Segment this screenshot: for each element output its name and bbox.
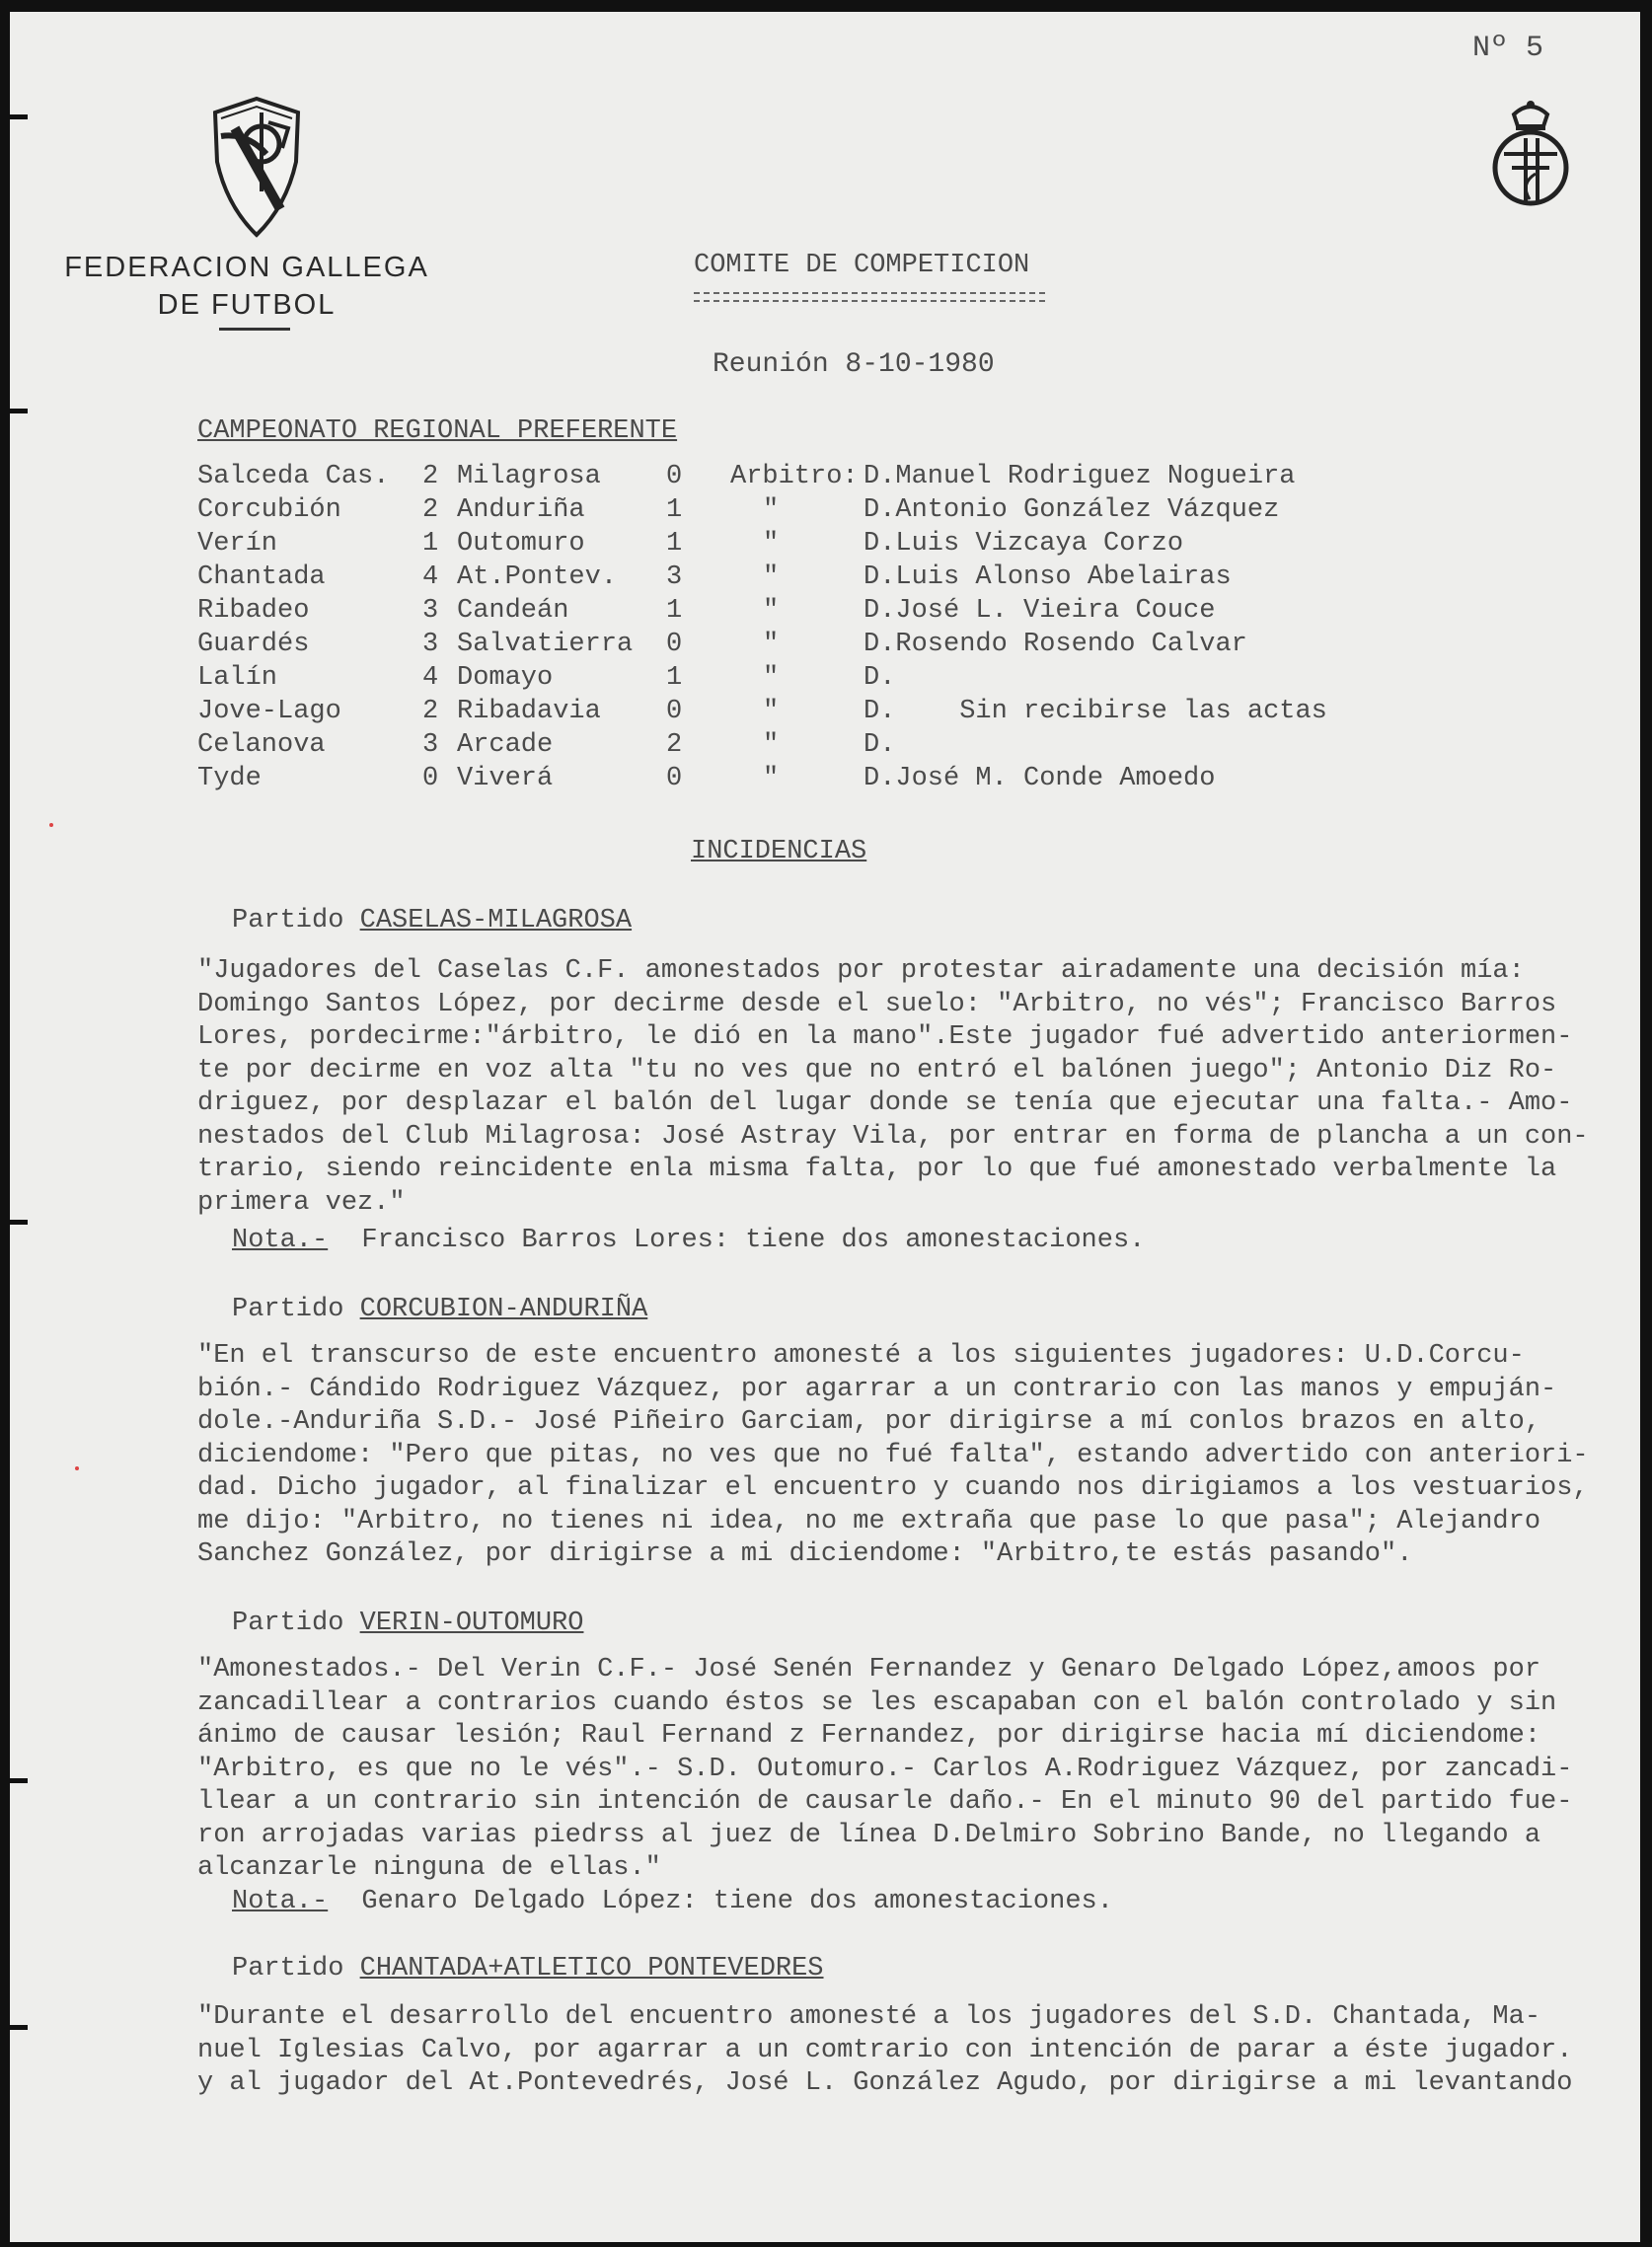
ink-speck <box>75 1466 79 1470</box>
committee-title: COMITE DE COMPETICION <box>694 251 1030 280</box>
report-line: nuel Iglesias Calvo, por agarrar a un comtrario con intención de parar a éste jugador. <box>197 2035 1573 2065</box>
home-team: Lalín <box>197 663 278 693</box>
away-team: Anduriña <box>457 495 585 525</box>
match-report <box>197 955 1638 1220</box>
home-score: 1 <box>422 529 439 559</box>
home-team: Guardés <box>197 630 310 659</box>
away-team: Outomuro <box>457 529 585 559</box>
referee-name: D.Antonio González Vázquez <box>864 495 1280 525</box>
match-heading <box>232 1954 824 1984</box>
home-team: Celanova <box>197 730 326 760</box>
home-score: 4 <box>422 663 439 693</box>
match-heading <box>232 906 632 936</box>
home-score: 3 <box>422 596 439 626</box>
federation-name <box>59 249 434 324</box>
match-label: Partido <box>232 1295 344 1324</box>
note-text: Genaro Delgado López: tiene dos amonestaciones. <box>361 1887 1113 1916</box>
home-score: 2 <box>422 462 439 491</box>
federation-rule <box>219 328 290 331</box>
report-line: te por decirme en voz alta "tu no ves que no entró el balónen juego"; Antonio Diz Ro- <box>197 1055 1557 1086</box>
report-line: me dijo: "Arbitro, no tienes ni idea, no me extraña que pase lo que pasa"; Alejandro <box>197 1506 1541 1536</box>
referee-ditto: " <box>763 562 780 592</box>
referee-ditto: " <box>763 529 780 559</box>
section-title: CAMPEONATO REGIONAL PREFERENTE <box>197 416 678 446</box>
home-score: 2 <box>422 495 439 525</box>
report-line: alcanzarle ninguna de ellas." <box>197 1853 661 1883</box>
referee-name: D.Luis Vizcaya Corzo <box>864 529 1184 559</box>
away-team: Salvatierra <box>457 630 634 659</box>
referee-name: D.Manuel Rodriguez Nogueira <box>864 462 1296 491</box>
match-heading <box>232 1295 647 1324</box>
away-score: 1 <box>666 596 683 626</box>
home-score: 4 <box>422 562 439 592</box>
report-line: "Amonestados.- Del Verin C.F.- José Senén Fernandez y Genaro Delgado López,amoos por <box>197 1655 1541 1685</box>
referee-label: Arbitro: <box>730 462 859 491</box>
home-team: Corcubión <box>197 495 341 525</box>
home-team: Ribadeo <box>197 596 310 626</box>
referee-ditto: " <box>763 697 780 726</box>
incidencias-title: INCIDENCIAS <box>691 837 867 866</box>
away-score: 0 <box>666 697 683 726</box>
report-line: diciendome: "Pero que pitas, no ves que no fué falta", estando advertido con anteriori- <box>197 1440 1589 1470</box>
away-score: 0 <box>666 462 683 491</box>
ink-speck <box>49 823 53 827</box>
royal-federation-emblem-icon <box>1490 95 1571 216</box>
referee-name: D.Rosendo Rosendo Calvar <box>864 630 1247 659</box>
punch-mark <box>10 409 28 413</box>
federation-line2: DE FUTBOL <box>157 289 337 321</box>
match-title: CORCUBION-ANDURIÑA <box>359 1295 648 1324</box>
report-line: "Durante el desarrollo del encuentro amonesté a los jugadores del S.D. Chantada, Ma- <box>197 2002 1541 2032</box>
report-line: driguez, por desplazar el balón del lugar donde se tenía que ejecutar una falta.- Amo- <box>197 1088 1573 1118</box>
report-line: llear a un contrario sin intención de causarle daño.- En el minuto 90 del partido fue- <box>197 1787 1573 1817</box>
match-title: CASELAS-MILAGROSA <box>359 906 633 936</box>
referee-name: D.José L. Vieira Couce <box>864 596 1216 626</box>
match-heading <box>232 1609 583 1638</box>
referee-ditto: " <box>763 663 780 693</box>
federation-crest-icon <box>207 93 306 244</box>
federation-line1: FEDERACION GALLEGA <box>64 252 429 283</box>
home-score: 0 <box>422 764 439 793</box>
note-label: Nota.- <box>232 1226 329 1255</box>
away-score: 3 <box>666 562 683 592</box>
note-label: Nota.- <box>232 1887 329 1916</box>
match-title: CHANTADA+ATLETICO PONTEVEDRES <box>359 1954 824 1984</box>
report-line: "Arbitro, es que no le vés".- S.D. Outomuro.- Carlos A.Rodriguez Vázquez, por zancadi- <box>197 1754 1573 1784</box>
punch-mark <box>10 114 28 119</box>
report-line: zancadillear a contrarios cuando éstos se les escapaban con el balón controlado y sin <box>197 1687 1557 1718</box>
match-title: VERIN-OUTOMURO <box>359 1609 584 1638</box>
away-score: 0 <box>666 764 683 793</box>
away-score: 0 <box>666 630 683 659</box>
referee-ditto: " <box>763 630 780 659</box>
away-team: Viverá <box>457 764 554 793</box>
home-score: 3 <box>422 630 439 659</box>
report-line: "Jugadores del Caselas C.F. amonestados por protestar airadamente una decisión mía: <box>197 956 1525 986</box>
referee-name: D. <box>864 730 896 760</box>
away-team: Arcade <box>457 730 554 760</box>
home-team: Chantada <box>197 562 326 592</box>
match-report <box>197 1340 1638 1572</box>
away-score: 1 <box>666 663 683 693</box>
referee-name: D.José M. Conde Amoedo <box>864 764 1216 793</box>
report-line: nestados del Club Milagrosa: José Astray Vila, por entrar en forma de plancha a un con- <box>197 1121 1589 1152</box>
report-line: dole.-Anduriña S.D.- José Piñeiro Garciam, por dirigirse a mí conlos brazos en alto, <box>197 1407 1541 1437</box>
document-page <box>10 12 1640 2242</box>
report-line: primera vez." <box>197 1187 406 1218</box>
report-line: y al jugador del At.Pontevedrés, José L. González Agudo, por dirigirse a mi levantando <box>197 2068 1573 2098</box>
report-line: trario, siendo reincidente enla misma falta, por lo que fué amonestado verbalmente la <box>197 1155 1557 1184</box>
match-note <box>232 1887 1113 1916</box>
punch-mark <box>10 1220 28 1225</box>
away-team: Milagrosa <box>457 462 601 491</box>
punch-mark <box>10 2025 28 2030</box>
report-line: ron arrojadas varias piedrss al juez de línea D.Delmiro Sobrino Bande, no llegando a <box>197 1820 1541 1850</box>
away-score: 1 <box>666 529 683 559</box>
away-team: At.Pontev. <box>457 562 618 592</box>
away-team: Domayo <box>457 663 554 693</box>
referee-ditto: " <box>763 495 780 525</box>
report-line: ánimo de causar lesión; Raul Fernand z Fernandez, por dirigirse hacia mí diciendome: <box>197 1721 1541 1751</box>
report-line: bión.- Cándido Rodriguez Vázquez, por agarrar a un contrario con las manos y empuján- <box>197 1374 1557 1404</box>
referee-ditto: " <box>763 596 780 626</box>
home-score: 3 <box>422 730 439 760</box>
match-label: Partido <box>232 1954 344 1984</box>
committee-title-underline <box>694 292 1045 302</box>
match-note <box>232 1226 1145 1255</box>
match-label: Partido <box>232 1609 344 1638</box>
report-line: Lores, pordecirme:"árbitro, le dió en la mano".Este jugador fué advertido anteriormen- <box>197 1022 1573 1052</box>
away-score: 2 <box>666 730 683 760</box>
meeting-date: Reunión 8-10-1980 <box>713 349 995 380</box>
away-score: 1 <box>666 495 683 525</box>
home-score: 2 <box>422 697 439 726</box>
home-team: Verín <box>197 529 278 559</box>
away-team: Ribadavia <box>457 697 601 726</box>
match-report <box>197 2001 1638 2101</box>
report-line: "En el transcurso de este encuentro amonesté a los siguientes jugadores: U.D.Corcu- <box>197 1341 1525 1371</box>
referee-name: D. Sin recibirse las actas <box>864 697 1327 726</box>
referee-ditto: " <box>763 730 780 760</box>
home-team: Tyde <box>197 764 262 793</box>
match-report <box>197 1654 1638 1886</box>
home-team: Jove-Lago <box>197 697 341 726</box>
report-line: Sanchez González, por dirigirse a mi diciendome: "Arbitro,te estás pasando". <box>197 1539 1413 1569</box>
referee-name: D.Luis Alonso Abelairas <box>864 562 1232 592</box>
page-number: Nº 5 <box>1472 32 1544 65</box>
away-team: Candeán <box>457 596 569 626</box>
referee-name: D. <box>864 663 896 693</box>
referee-ditto: " <box>763 764 780 793</box>
note-text: Francisco Barros Lores: tiene dos amonestaciones. <box>361 1226 1146 1255</box>
home-team: Salceda Cas. <box>197 462 390 491</box>
match-label: Partido <box>232 906 344 936</box>
punch-mark <box>10 1778 28 1783</box>
report-line: dad. Dicho jugador, al finalizar el encuentro y cuando nos dirigiamos a los vestuarios, <box>197 1473 1589 1503</box>
report-line: Domingo Santos López, por decirme desde el suelo: "Arbitro, no vés"; Francisco Barros <box>197 989 1557 1019</box>
